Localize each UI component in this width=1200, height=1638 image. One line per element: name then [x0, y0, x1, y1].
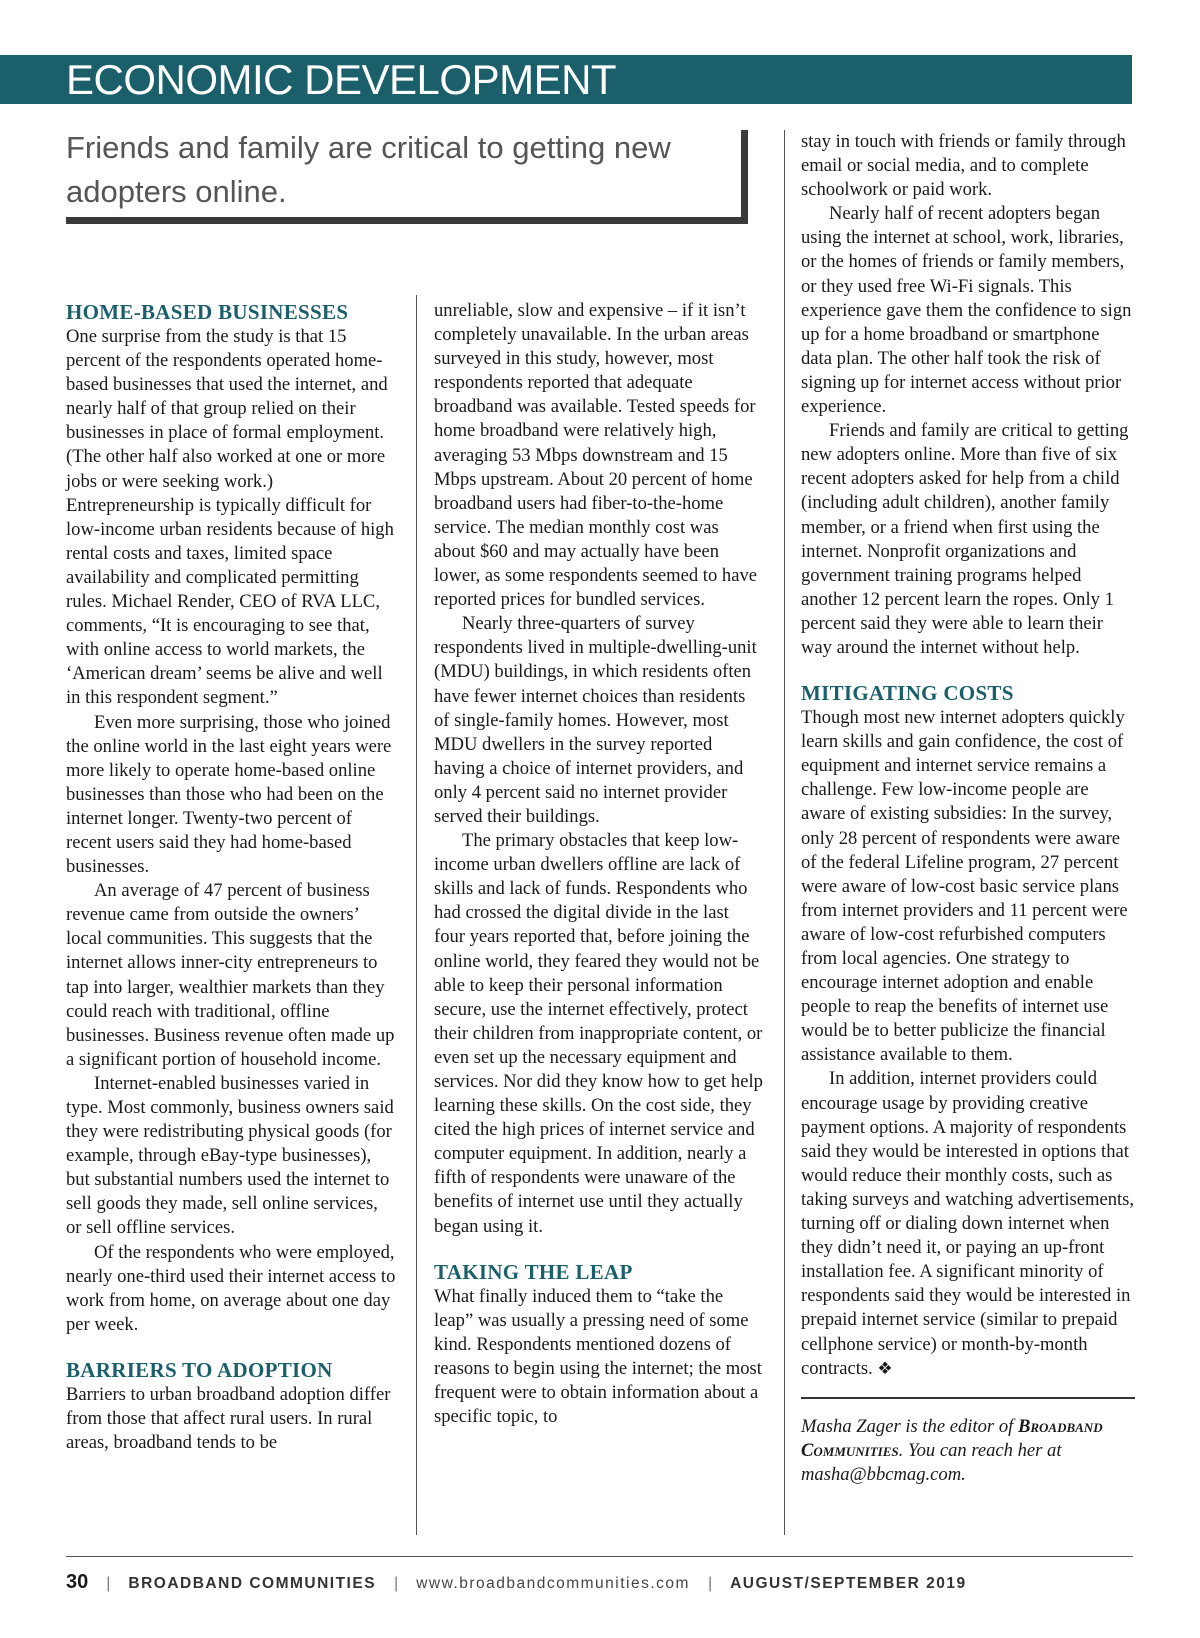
subheading-barriers-to-adoption: BARRIERS TO ADOPTION: [66, 1357, 333, 1382]
bio-publication: Broadband Communities: [801, 1415, 1103, 1461]
paragraph: Even more surprising, those who joined the online world in the last eight years were more likely to operate home-based online businesses than those who had been on the internet longer. Twenty-two percent of recent users said they had home-based businesses.: [66, 711, 392, 878]
article-column-1: [66, 299, 396, 1455]
footer-separator: |: [394, 1575, 399, 1592]
page-footer: [66, 1567, 967, 1599]
bio-divider: [801, 1397, 1135, 1399]
footer-separator: |: [707, 1575, 713, 1592]
paragraph-text: In addition, internet providers could encourage usage by providing creative payment options. A majority of respondents said they would be interested in options that would reduce their monthly costs, such as taking surveys and watching advertisements, turning off or dialing down internet when they didn’t need it, or paying an up-front installation fee. A significant minority of respondents said they would be interested in prepaid internet service (similar to prepaid cellphone service) or month-by-month contracts.: [801, 1068, 1135, 1379]
footer-url: www.broadbandcommunities.com: [416, 1575, 690, 1592]
pull-quote-border-bottom: [66, 217, 748, 224]
subheading-home-based-businesses: HOME-BASED BUSINESSES: [66, 300, 349, 324]
bio-text: Masha Zager is the editor of: [801, 1415, 1018, 1437]
paragraph: Though most new internet adopters quickly learn skills and gain confidence, the cost of equipment and internet service remains a challenge. Few low-income people are aware of existing subsidies: In the survey, only 28 percent of respondents were aware of the federal Lifeline program, 27 percent were aware of low-cost basic service plans from internet providers and 11 percent were aware of low-cost refurbished computers from local agencies. One strategy to encourage internet adoption and enable people to reap the benefits of internet use would be to better publicize the financial assistance available to them.: [801, 707, 1128, 1066]
article-column-2: [434, 299, 764, 1429]
section-title: ECONOMIC DEVELOPMENT: [66, 56, 617, 103]
end-mark-icon: ❖: [877, 1358, 893, 1378]
paragraph: Internet-enabled businesses varied in type. Most commonly, business owners said they were redistributing physical goods (for example, through eBay-type businesses), but substantial numbers used the internet to sell goods they made, sell online services, or sell offline services.: [66, 1072, 394, 1239]
footer-separator: |: [106, 1575, 111, 1592]
section-banner: [0, 55, 1132, 104]
paragraph: [801, 1067, 1135, 1380]
article-column-3: [801, 130, 1135, 1487]
column-divider: [784, 130, 785, 1535]
subheading-mitigating-costs: MITIGATING COSTS: [801, 681, 1014, 706]
paragraph: stay in touch with friends or family through email or social media, and to complete schoolwork or paid work.: [801, 131, 1126, 201]
paragraph: Nearly half of recent adopters began using the internet at school, work, libraries, or the homes of friends or family members, or they used free Wi-Fi signals. This experience gave them the confidence to sign up for a home broadband or smartphone data plan. The other half took the risk of signing up for internet access without prior experience.: [801, 203, 1132, 418]
pull-quote-text: Friends and family are critical to getting new adopters online.: [66, 130, 671, 209]
paragraph: Friends and family are critical to getting new adopters online. More than five of six recent adopters asked for help from a child (including adult children), another family member, or a friend when first using the internet. Nonprofit organizations and government training programs helped another 12 percent learn the ropes. Only 1 percent said they were able to learn their way around the internet without help.: [801, 420, 1129, 658]
paragraph: An average of 47 percent of business revenue came from outside the owners’ local communities. This suggests that the internet allows inner-city entrepreneurs to tap into larger, wealthier markets than they could reach with traditional, offline businesses. Business revenue often made up a significant portion of household income.: [66, 880, 395, 1070]
column-divider: [416, 295, 417, 1535]
paragraph: Barriers to urban broadband adoption differ from those that affect rural users. In rural areas, broadband tends to be: [66, 1383, 391, 1454]
paragraph: unreliable, slow and expensive – if it isn’t completely unavailable. In the urban areas surveyed in this study, however, most respondents reported that adequate broadband was available. Tested speeds for home broadband were relatively high, averaging 53 Mbps downstream and 15 Mbps upstream. About 20 percent of home broadband users had fiber-to-the-home service. The median monthly cost was about $60 and may actually have been lower, as some respondents seemed to have reported prices for bundled services.: [434, 300, 758, 611]
author-bio: [801, 1415, 1135, 1487]
paragraph: One surprise from the study is that 15 percent of the respondents operated home-based businesses that used the internet, and nearly half of that group relied on their businesses in place of formal employment. (The other half also worked at one or more jobs or were seeking work.) Entrepreneurship is typically difficult for low-income urban residents because of high rental costs and taxes, limited space availability and complicated permitting rules. Michael Render, CEO of RVA LLC, comments, “It is encouraging to see that, with online access to world markets, the ‘American dream’ seems be alive and well in this respondent segment.”: [66, 326, 394, 709]
pull-quote-border-right: [741, 130, 748, 224]
pull-quote: [66, 126, 748, 224]
footer-divider: [66, 1556, 1133, 1557]
subheading-taking-the-leap: TAKING THE LEAP: [434, 1259, 633, 1284]
paragraph: Nearly three-quarters of survey respondents lived in multiple-dwelling-unit (MDU) buildings, in which residents often have fewer internet choices than residents of single-family homes. However, most MDU dwellers in the survey reported having a choice of internet providers, and only 4 percent said no internet provider served their buildings.: [434, 613, 757, 827]
page-number: 30: [66, 1571, 89, 1593]
paragraph: The primary obstacles that keep low-income urban dwellers offline are lack of skills and lack of funds. Respondents who had crossed the digital divide in the last four years reported that, before joining the online world, they feared they would not be able to keep their personal information secure, use the internet effectively, protect their children from inappropriate content, or even set up the necessary equipment and services. Nor did they know how to get help learning these skills. On the cost side, they cited the high prices of internet service and computer equipment. In addition, nearly a fifth of respondents were unaware of the benefits of internet use until they actually began using it.: [434, 830, 763, 1237]
footer-publication: BROADBAND COMMUNITIES: [128, 1575, 377, 1592]
paragraph: Of the respondents who were employed, nearly one-third used their internet access to work from home, on average about one day per week.: [66, 1241, 396, 1335]
bio-contact: . You can reach her at masha@bbcmag.com.: [801, 1439, 1062, 1485]
paragraph: What finally induced them to “take the leap” was usually a pressing need of some kind. Respondents mentioned dozens of reasons to begin using the internet; the most frequent were to obtain information about a specific topic, to: [434, 1285, 762, 1428]
footer-date: AUGUST/SEPTEMBER 2019: [730, 1575, 967, 1592]
